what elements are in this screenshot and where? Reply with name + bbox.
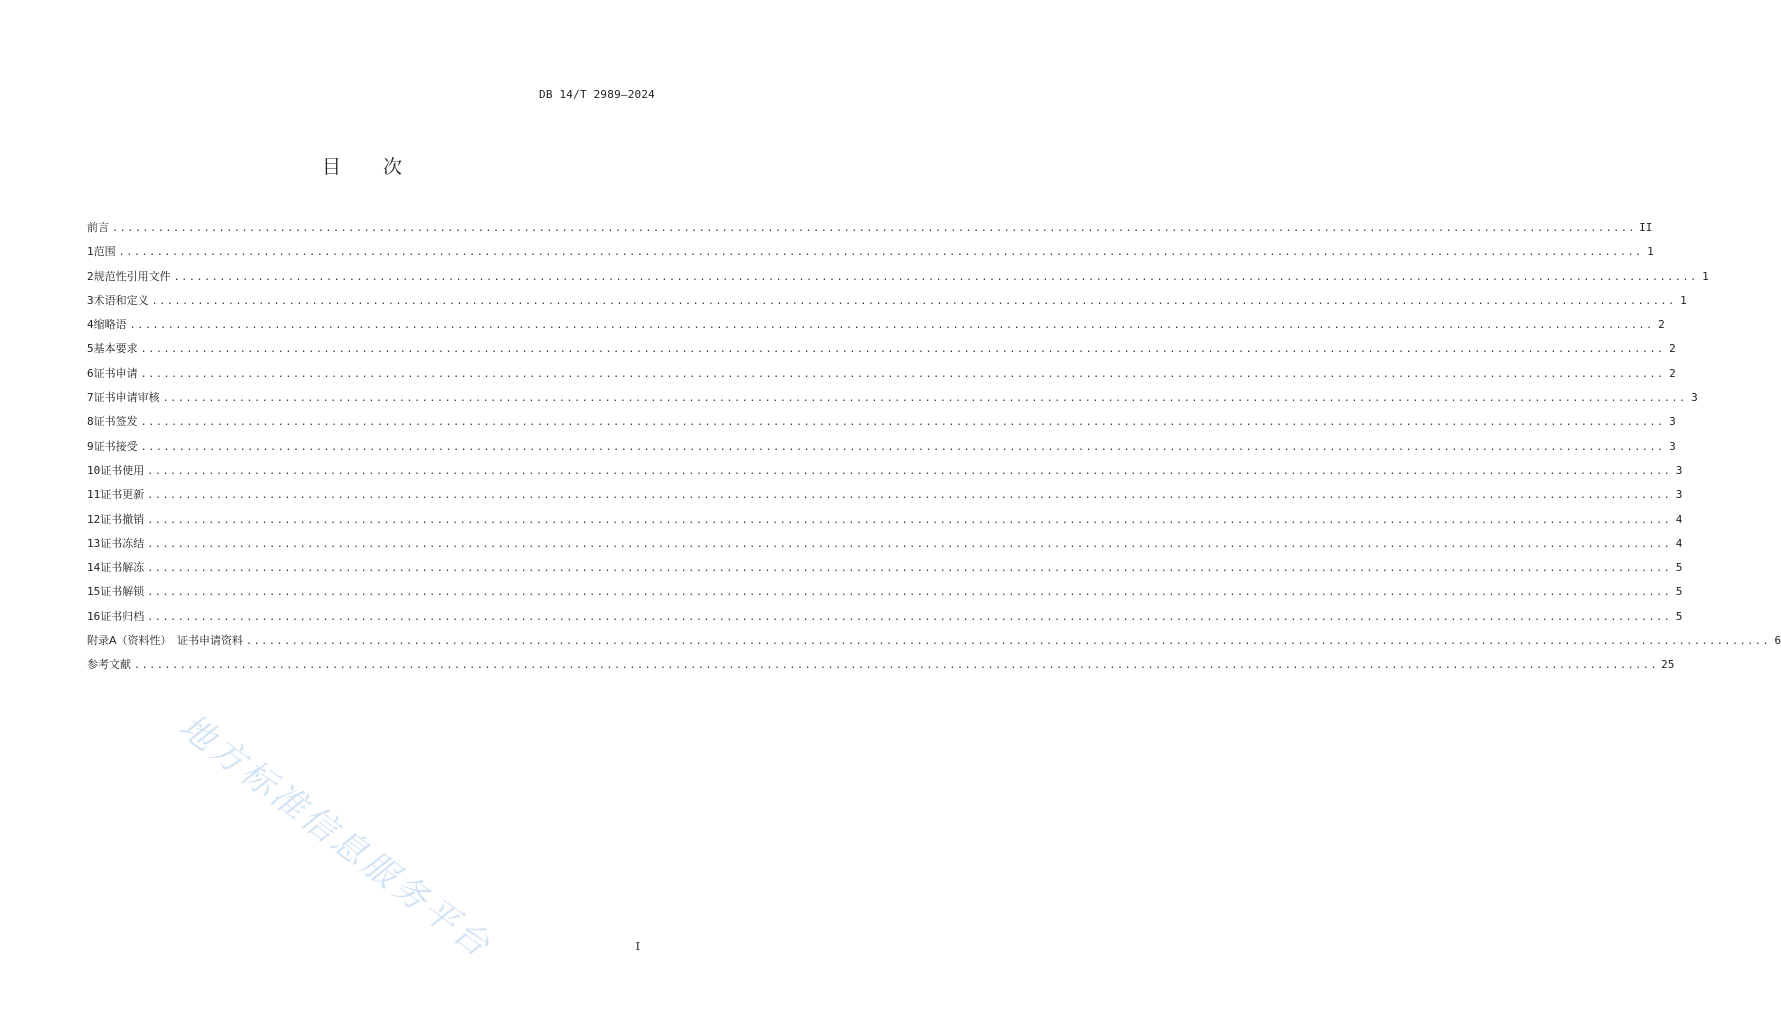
- toc-entry-page: 3: [1669, 439, 1676, 453]
- toc-dot-leader: ........................................................................................................................................................................................................: [129, 320, 1654, 332]
- toc-dot-leader: ........................................................................................................................................................................................................: [173, 271, 1698, 283]
- toc-entry-page: 2: [1658, 318, 1665, 332]
- toc-dot-leader: ........................................................................................................................................................................................................: [147, 587, 1672, 599]
- toc-entry[interactable]: [87, 508, 1683, 532]
- document-code: DB 14/T 2989—2024: [539, 88, 655, 101]
- toc-entry-title: 术语和定义: [93, 293, 149, 307]
- toc-entry[interactable]: [87, 362, 1676, 386]
- toc-entry-title: 附录A（资料性） 证书申请资料: [87, 634, 244, 648]
- toc-entry[interactable]: [87, 216, 1653, 240]
- toc-dot-leader: ........................................................................................................................................................................................................: [246, 636, 1771, 648]
- table-of-contents: [87, 216, 1781, 678]
- toc-entry-title: 证书解锁: [100, 585, 145, 599]
- toc-entry-title: 参考文献: [87, 658, 131, 672]
- toc-entry-page: 1: [1680, 293, 1687, 307]
- toc-entry[interactable]: [87, 629, 1781, 653]
- toc-entry-title: 证书签发: [93, 415, 138, 429]
- toc-entry[interactable]: [87, 313, 1665, 337]
- toc-entry-title: 证书申请审核: [93, 391, 160, 405]
- toc-entry-page: 5: [1675, 561, 1683, 575]
- toc-entry-page: 2: [1669, 342, 1676, 356]
- toc-dot-leader: ........................................................................................................................................................................................................: [147, 514, 1672, 526]
- toc-entry-number: 13: [87, 536, 101, 550]
- toc-entry-title: 缩略语: [93, 318, 127, 332]
- toc-entry-page: II: [1639, 221, 1653, 234]
- toc-entry-number: 2: [87, 269, 94, 283]
- toc-entry-number: 16: [87, 609, 101, 623]
- toc-entry-title: 范围: [93, 245, 116, 259]
- toc-entry[interactable]: [87, 532, 1683, 556]
- toc-entry[interactable]: [87, 265, 1709, 289]
- toc-dot-leader: ........................................................................................................................................................................................................: [118, 247, 1643, 259]
- toc-entry-number: 12: [87, 512, 101, 526]
- toc-dot-leader: ........................................................................................................................................................................................................: [140, 368, 1665, 380]
- toc-dot-leader: ........................................................................................................................................................................................................: [140, 441, 1665, 453]
- toc-entry-page: 1: [1702, 269, 1709, 283]
- toc-entry-number: 8: [87, 415, 94, 429]
- toc-entry[interactable]: [87, 653, 1675, 677]
- toc-entry-number: 3: [87, 293, 94, 307]
- toc-entry-title: 证书更新: [100, 488, 145, 502]
- toc-entry-number: 1: [87, 245, 94, 259]
- toc-entry[interactable]: [87, 605, 1683, 629]
- toc-dot-leader: ........................................................................................................................................................................................................: [147, 538, 1672, 550]
- toc-entry-number: 10: [87, 463, 101, 477]
- toc-entry-number: 4: [87, 318, 94, 332]
- toc-entry-title: 证书接受: [93, 439, 138, 453]
- toc-entry-page: 6: [1774, 634, 1781, 648]
- toc-entry-page: 3: [1675, 488, 1683, 502]
- toc-entry[interactable]: [87, 410, 1676, 434]
- toc-dot-leader: ........................................................................................................................................................................................................: [140, 344, 1665, 356]
- toc-entry-title: 证书撤销: [100, 512, 145, 526]
- toc-dot-leader: ........................................................................................................................................................................................................: [151, 295, 1676, 307]
- toc-entry[interactable]: [87, 483, 1683, 507]
- toc-entry-page: 2: [1669, 366, 1676, 380]
- toc-entry[interactable]: [87, 289, 1687, 313]
- toc-entry-title: 规范性引用文件: [93, 269, 171, 283]
- toc-dot-leader: ........................................................................................................................................................................................................: [147, 611, 1672, 623]
- toc-dot-leader: ........................................................................................................................................................................................................: [147, 490, 1672, 502]
- watermark: 地方标准信息服务平台: [171, 706, 500, 967]
- page-title: [0, 152, 724, 179]
- toc-entry-number: 14: [87, 561, 101, 575]
- toc-dot-leader: ........................................................................................................................................................................................................: [134, 660, 1659, 672]
- title-char-1: 目: [321, 156, 341, 178]
- toc-entry-page: 3: [1669, 415, 1676, 429]
- toc-entry-title: 基本要求: [93, 342, 138, 356]
- toc-entry-page: 25: [1661, 658, 1675, 672]
- toc-dot-leader: ........................................................................................................................................................................................................: [140, 417, 1665, 429]
- toc-entry[interactable]: [87, 556, 1683, 580]
- title-char-2: 次: [383, 156, 403, 178]
- toc-entry[interactable]: [87, 386, 1698, 410]
- toc-entry[interactable]: [87, 337, 1676, 361]
- toc-entry-page: 5: [1675, 609, 1683, 623]
- toc-entry[interactable]: [87, 459, 1683, 483]
- toc-entry-title: 证书归档: [100, 609, 145, 623]
- toc-entry[interactable]: [87, 580, 1683, 604]
- toc-entry[interactable]: [87, 435, 1676, 459]
- page-number: I: [635, 940, 640, 953]
- toc-entry-page: 5: [1675, 585, 1683, 599]
- toc-entry-page: 1: [1647, 245, 1654, 259]
- toc-dot-leader: ........................................................................................................................................................................................................: [147, 563, 1672, 575]
- toc-entry-number: 9: [87, 439, 94, 453]
- toc-entry-page: 4: [1675, 536, 1683, 550]
- toc-entry-number: 15: [87, 585, 101, 599]
- toc-entry-number: 7: [87, 391, 94, 405]
- toc-dot-leader: ........................................................................................................................................................................................................: [162, 393, 1687, 405]
- toc-entry-number: 11: [87, 488, 101, 502]
- toc-entry-title: 证书解冻: [100, 561, 145, 575]
- toc-entry-page: 3: [1691, 391, 1698, 405]
- toc-entry-title: 前言: [87, 221, 109, 234]
- toc-entry-page: 4: [1675, 512, 1683, 526]
- toc-entry-number: 6: [87, 366, 94, 380]
- toc-dot-leader: ........................................................................................................................................................................................................: [147, 465, 1672, 477]
- toc-entry[interactable]: [87, 240, 1654, 264]
- toc-entry-title: 证书申请: [93, 366, 138, 380]
- toc-dot-leader: ........................................................................................................................................................................................................: [112, 223, 1637, 234]
- toc-entry-title: 证书冻结: [100, 536, 145, 550]
- toc-entry-page: 3: [1675, 463, 1683, 477]
- toc-entry-title: 证书使用: [100, 463, 145, 477]
- toc-entry-number: 5: [87, 342, 94, 356]
